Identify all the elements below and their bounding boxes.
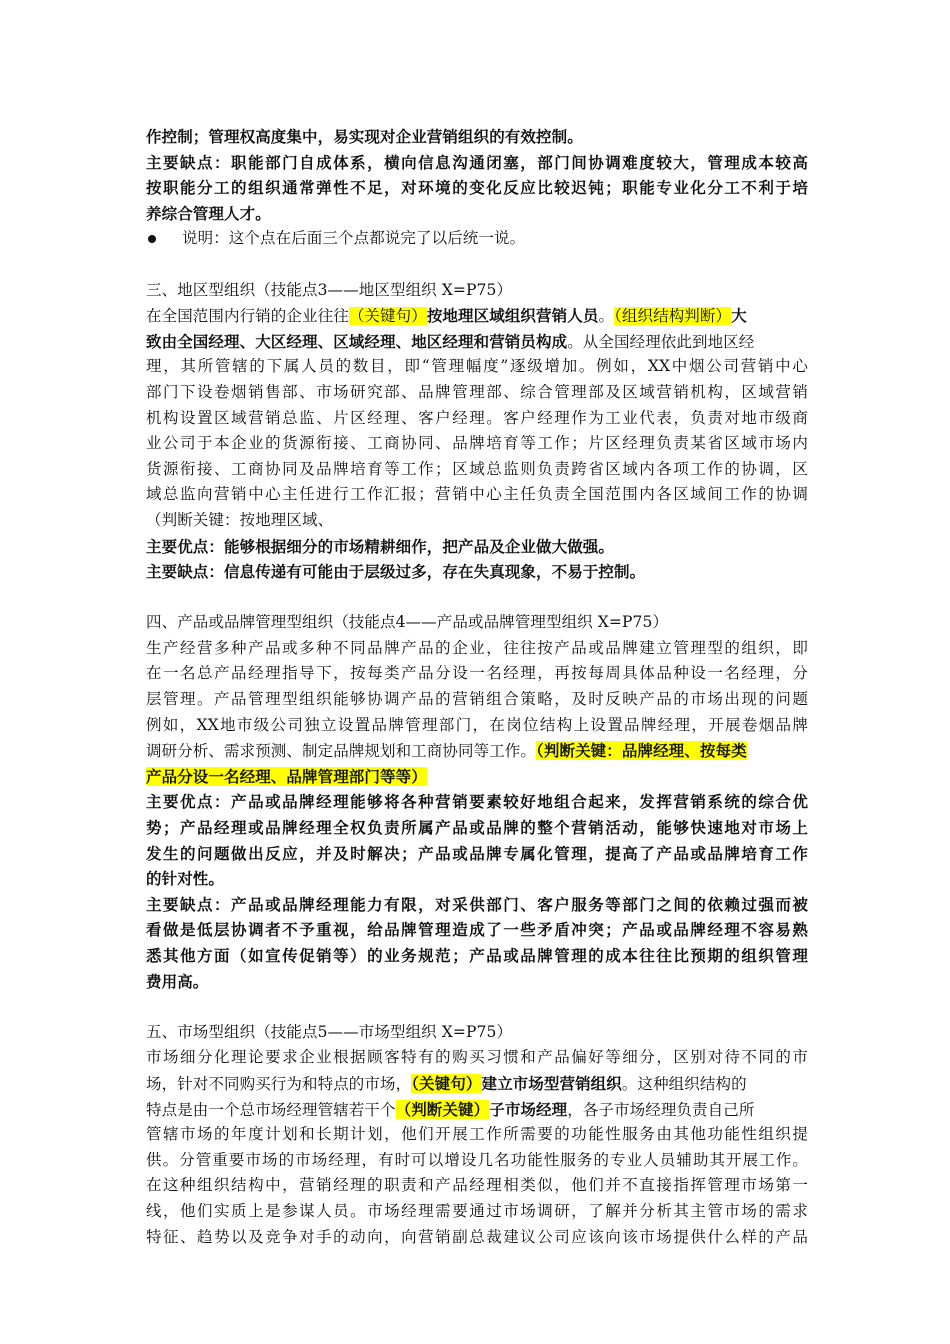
advantage-line: 的针对性。 [146, 869, 225, 889]
bullet-text: 说明：这个点在后面三个点都说完了以后统一说。 [182, 229, 526, 248]
text-span: 。这种组织结构的 [621, 1074, 747, 1093]
text-line: 在这种组织结构中，营销经理的职责和产品经理相类似，他们并不直接指挥管理市场第一 [146, 1176, 808, 1195]
text-line: 作控制；管理权高度集中，易实现对企业营销组织的有效控制。 [146, 127, 583, 146]
bold-span: 子市场经理 [489, 1099, 568, 1119]
text-span: ，各子市场经理负责自己所 [567, 1100, 755, 1119]
bold-span: 建立市场型营销组织 [481, 1073, 622, 1093]
text-line: 供。分管重要市场的市场经理，有时可以增设几名功能性服务的专业人员辅助其开展工作。 [146, 1150, 808, 1169]
section-heading-5: 五、市场型组织（技能点5——市场型组织 X=P75） [146, 1022, 513, 1041]
text-line: 域总监向营销中心主任进行工作汇报；营销中心主任负责全国范围内各区域间工作的协调 [146, 485, 808, 504]
highlight: （关键句） [411, 1073, 482, 1093]
text-line [146, 329, 808, 355]
text-line [146, 1071, 808, 1097]
advantage-line: 发生的问题做出反应，并及时解决；产品或品牌专属化管理，提高了产品或品牌培育工作 [146, 843, 808, 863]
text-line: 层管理。产品管理型组织能够协调产品的营销组合策略，及时反映产品的市场出现的问题 [146, 690, 808, 709]
section-heading-4: 四、产品或品牌管理型组织（技能点4——产品或品牌管理型组织 X=P75） [146, 613, 669, 632]
bullet-dot-icon [148, 235, 156, 243]
section-heading-3: 三、地区型组织（技能点3——地区型组织 X=P75） [146, 280, 513, 299]
text-line: 养综合管理人才。 [146, 203, 271, 223]
bullet-item [146, 226, 808, 252]
highlight: （判断关键） [395, 1099, 490, 1119]
text-line [146, 303, 808, 329]
text-line: 货源衔接、工商协同及品牌培育等工作；区域总监则负责跨省区域内各项工作的协调，区 [146, 459, 808, 478]
text-span: 。 [598, 307, 615, 326]
text-line: 生产经营多种产品或多种不同品牌产品的企业，往往按产品或品牌建立管理型的组织，即 [146, 638, 808, 657]
disadvantage-line: 悉其他方面（如宣传促销等）的业务规范；产品或品牌管理的成本往往比预期的组织管理 [146, 946, 808, 965]
disadvantage-line: 主要缺点：信息传递有可能由于层级过多，存在失真现象，不易于控制。 [146, 562, 646, 582]
text-line: 特征、趋势以及竞争对手的动向，向营销副总裁建议公司应该向该市场提供什么样的产品 [146, 1227, 808, 1246]
text-line: 按职能分工的组织通常弹性不足，对环境的变化反应比较迟钝；职能专业化分工不利于培 [146, 178, 808, 198]
highlight: （组织结构判断） [614, 307, 732, 326]
text-line: 机构设置区域营销总监、片区经理、客户经理。客户经理作为工业代表，负责对地市级商 [146, 408, 808, 427]
text-span: 在全国范围内行销的企业往往 [146, 307, 349, 326]
text-line: 在一名总产品经理指导下，按每类产品分设一名经理，再按每周具体品种设一名经理，分 [146, 664, 808, 683]
bold-span: 按地理区域组织营销人员 [426, 306, 599, 326]
document-page [146, 124, 808, 1250]
spacer [146, 994, 808, 1020]
disadvantage-line: 主要缺点：产品或品牌经理能力有限，对采供部门、客户服务等部门之间的依赖过强而被 [146, 894, 808, 914]
text-span: 。从全国经理依此到地区经 [567, 332, 755, 351]
bold-span: 大 [731, 306, 747, 326]
text-span: 特点是由一个总市场经理管辖若干个 [146, 1100, 396, 1119]
text-line [146, 1097, 808, 1123]
text-line [146, 764, 808, 790]
bold-span: 致由全国经理、大区经理、区域经理、地区经理和营销员构成 [146, 331, 568, 351]
spacer [146, 252, 808, 278]
text-span: 调研分析、需求预测、制定品牌规划和工商协同等工作。 [146, 742, 537, 761]
text-line: 管辖市场的年度计划和长期计划，他们开展工作所需要的功能性服务由其他功能性组织提 [146, 1125, 808, 1144]
spacer [146, 585, 808, 611]
highlight: （判断关键：品牌经理、按每类 [536, 741, 747, 761]
advantage-line: 主要优点：能够根据细分的市场精耕细作，把产品及企业做大做强。 [146, 536, 615, 556]
text-line: 部门下设卷烟销售部、市场研究部、品牌管理部、综合管理部及区域营销机构，区域营销 [146, 382, 808, 401]
text-line: 线，他们实质上是参谋人员。市场经理需要通过市场调研，了解并分析其主管市场的需求 [146, 1201, 808, 1220]
text-span: 场，针对不同购买行为和特点的市场， [146, 1074, 412, 1093]
text-line: 理，其所管辖的下属人员的数目，即“管理幅度”逐级增加。例如，XX中烟公司营销中心 [146, 357, 808, 376]
text-line: 主要缺点：职能部门自成体系，横向信息沟通闭塞，部门间协调难度较大，管理成本较高 [146, 152, 808, 172]
text-line: 例如，XX地市级公司独立设置品牌管理部门，在岗位结构上设置品牌经理，开展卷烟品牌 [146, 715, 808, 734]
text-line [146, 738, 808, 764]
advantage-line: 主要优点：产品或品牌经理能够将各种营销要素较好地组合起来，发挥营销系统的综合优 [146, 792, 808, 812]
disadvantage-line: 费用高。 [146, 971, 209, 991]
highlight: （关键句） [348, 307, 427, 326]
text-line: （判断关键：按地理区域、 [146, 510, 334, 529]
advantage-line: 势；产品经理或品牌经理全权负责所属产品或品牌的整个营销活动，能够快速地对市场上 [146, 818, 808, 838]
highlight: 产品分设一名经理、品牌管理部门等等） [146, 766, 427, 786]
text-line: 业公司于本企业的货源衔接、工商协同、品牌培育等工作；片区经理负责某省区域市场内 [146, 434, 808, 453]
text-line: 市场细分化理论要求企业根据顾客特有的购买习惯和产品偏好等细分，区别对待不同的市 [146, 1048, 808, 1067]
disadvantage-line: 看做是低层协调者不予重视，给品牌管理造成了一些矛盾冲突；产品或品牌经理不容易熟 [146, 920, 808, 940]
